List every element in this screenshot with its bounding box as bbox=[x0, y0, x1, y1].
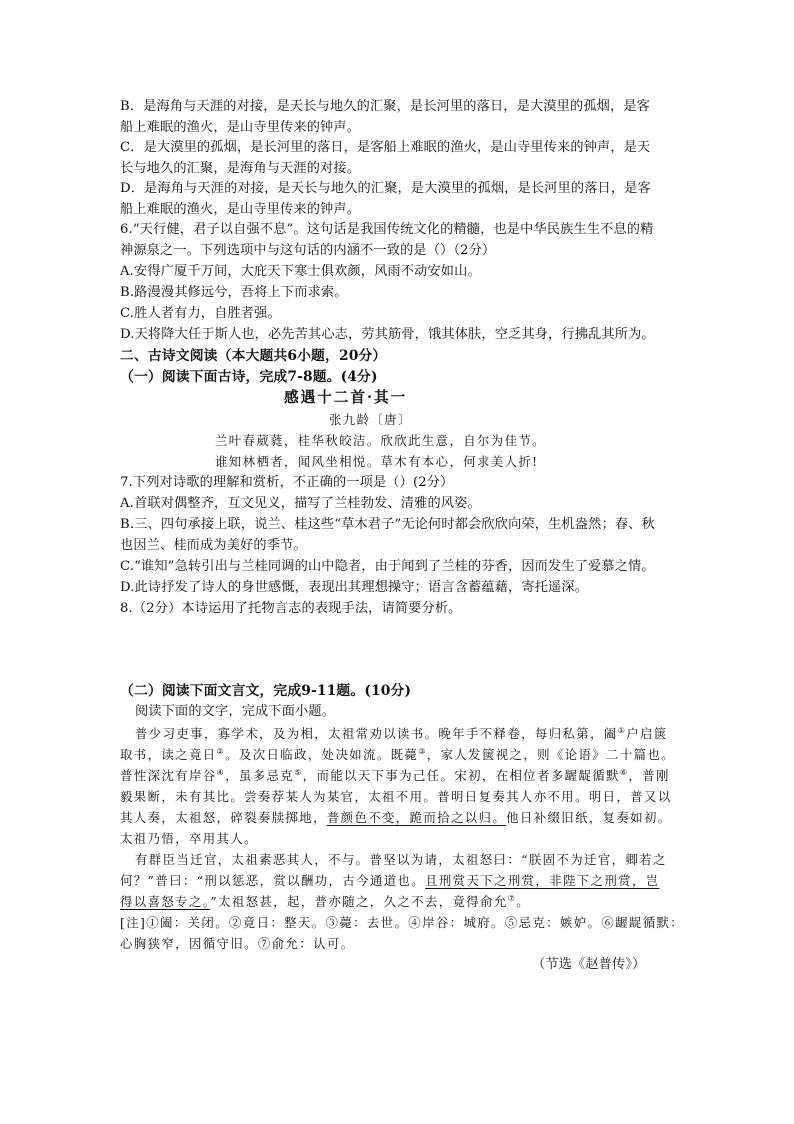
passage-p1-line2: 取书，读之竟日②。及次日临政，处决如流。既薨③，家人发箧视之，则《论语》二十篇也。 bbox=[120, 747, 676, 762]
q7-option-b-line1: B.三、四句承接上联，说兰、桂这些“草木君子”无论何时都会欣欣向荣，生机盎然；春、秋 bbox=[120, 517, 655, 532]
q5-option-d-line2: 船上难眠的渔火，是山寺里传来的钟声。 bbox=[120, 202, 361, 217]
passage-p1-line4: 毅果断，未有其比。尝奏荐某人为某官，太祖不用。普明日复奏其人亦不用。明日，普又以 bbox=[120, 789, 672, 804]
q7-option-c: C.“谁知”急转引出与兰桂同调的山中隐者，由于闻到了兰桂的芬香，因而发生了爱慕之情。 bbox=[120, 559, 655, 574]
underlined-sentence-2b: 得以喜怒专之。 bbox=[120, 894, 211, 909]
part1-heading: （一）阅读下面古诗，完成7-8题。(4分) bbox=[120, 369, 378, 385]
q5-option-b-line2: 船上难眠的渔火，是山寺里传来的钟声。 bbox=[120, 120, 361, 135]
note-mark-3: ③ bbox=[418, 747, 427, 756]
q6-option-b: B.路漫漫其修远兮，吾将上下而求索。 bbox=[120, 285, 348, 300]
passage-p2-line1: 有群臣当迁官，太祖素恶其人，不与。普坚以为请，太祖怒曰：“朕固不为迁官，卿若之 bbox=[135, 852, 667, 867]
passage-p2-line3: 得以喜怒专之。”太祖怒甚，起，普亦随之，久之不去，竟得俞允⑦。 bbox=[120, 894, 531, 909]
poem-line-1: 兰叶春葳蕤，桂华秋皎洁。欣欣此生意，自尔为佳节。 bbox=[215, 433, 546, 448]
q6-stem-line1: 6.“天行健，君子以自强不息”。这句话是我国传统文化的精髓，也是中华民族生生不息的精 bbox=[120, 222, 654, 237]
q8-question: 8.（2分）本诗运用了托物言志的表现手法，请简要分析。 bbox=[120, 601, 462, 616]
passage-p1-line1: 普少习吏事，寡学术，及为相，太祖常劝以读书。晚年手不释卷，每归私第，阖①户启箧 bbox=[135, 726, 668, 741]
section2-heading: 二、古诗文阅读（本大题共6小题，20分） bbox=[120, 348, 387, 364]
q6-option-c: C.胜人者有力，自胜者强。 bbox=[120, 306, 281, 321]
q6-option-d: D.天将降大任于斯人也，必先苦其心志，劳其筋骨，饿其体肤，空乏其身，行拂乱其所为。 bbox=[120, 327, 655, 342]
note-mark-6: ⑥ bbox=[619, 768, 629, 777]
note-mark-5: ⑤ bbox=[294, 768, 303, 777]
q7-option-d: D.此诗抒发了诗人的身世感慨，表现出其理想操守；语言含蓄蕴藉，寄托遥深。 bbox=[120, 580, 589, 595]
notes-line2: 心胸狭窄，因循守旧。⑦俞允：认可。 bbox=[120, 936, 355, 951]
underlined-sentence-2a: 且刑赏天下之刑赏，非陛下之刑赏，岂 bbox=[425, 873, 660, 888]
passage-p1-line6: 太祖乃悟，卒用其人。 bbox=[120, 831, 258, 846]
q6-stem-line2: 神源泉之一。下列选项中与这句话的内涵不一致的是（）（2分） bbox=[120, 243, 496, 258]
poem-author: 张九龄〔唐〕 bbox=[329, 412, 412, 427]
q5-option-c-line2: 长与地久的汇聚，是海角与天涯的对接。 bbox=[120, 161, 361, 176]
note-mark-7: ⑦ bbox=[507, 894, 517, 903]
passage-p1-line3: 普性深沈有岸谷④，虽多忌克⑤，而能以天下事为己任。宋初，在相位者多龌龊循默⑥，普刚 bbox=[120, 768, 670, 783]
part2-intro: 阅读下面的文字，完成下面小题。 bbox=[135, 704, 336, 719]
note-mark-1: ① bbox=[617, 726, 627, 735]
note-mark-4: ④ bbox=[216, 768, 226, 777]
underlined-sentence-1: 普颜色不变，跪而拾之以归。 bbox=[326, 810, 507, 825]
passage-p1-line5: 其人奏，太祖怒，碎裂奏牍掷地，普颜色不变，跪而拾之以归。他日补缀旧纸，复奏如初。 bbox=[120, 810, 672, 825]
q7-stem: 7.下列对诗歌的理解和赏析，不正确的一项是（）(2分） bbox=[120, 475, 454, 490]
q5-option-d-line1: D．是海角与天涯的对接，是天长与地久的汇聚，是大漠里的孤烟，是长河里的落日，是客 bbox=[120, 181, 651, 196]
q5-option-c-line1: C．是大漠里的孤烟，是长河里的落日，是客船上难眠的渔火，是山寺里传来的钟声，是天 bbox=[120, 140, 651, 155]
passage-source: （节选《赵普传》） bbox=[532, 957, 646, 972]
poem-line-2: 谁知林栖者，闻风坐相悦。草木有本心，何求美人折! bbox=[215, 454, 539, 469]
q7-option-a: A.首联对偶整齐，互文见义，描写了兰桂勃发、清雅的风姿。 bbox=[120, 496, 481, 511]
q6-option-a: A.安得广厦千万间，大庇天下寒士俱欢颜，风雨不动安如山。 bbox=[120, 264, 481, 279]
poem-title: 感遇十二首·其一 bbox=[284, 389, 408, 406]
part2-heading: （二）阅读下面文言文，完成9-11题。(10分) bbox=[120, 683, 412, 699]
notes-line1: [注]①阖：关闭。②竟日：整天。③薨：去世。④岸谷：城府。⑤忌克：嫉妒。⑥龌龊循默： bbox=[120, 915, 685, 930]
passage-p2-line2: 何？”普曰：“刑以惩恶，赏以酬功，古今通道也。且刑赏天下之刑赏，非陛下之刑赏，岂 bbox=[120, 873, 660, 888]
q7-option-b-line2: 也因兰、桂而成为美好的季节。 bbox=[120, 538, 307, 553]
q5-option-b-line1: B．是海角与天涯的对接，是天长与地久的汇聚，是长河里的落日，是大漠里的孤烟，是客 bbox=[120, 99, 650, 114]
note-mark-2: ② bbox=[216, 747, 226, 756]
